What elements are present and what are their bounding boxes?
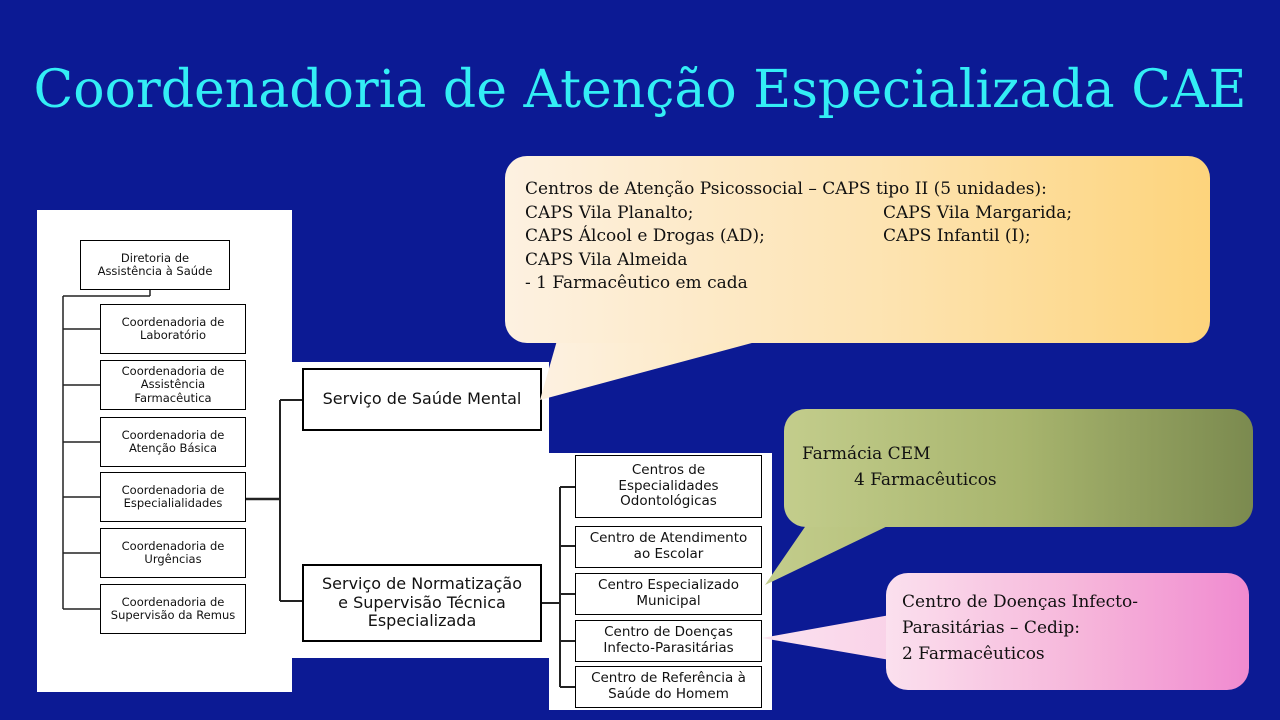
callout-cedip-tail — [762, 615, 890, 660]
caps-alcool-drogas: CAPS Álcool e Drogas (AD); — [525, 226, 765, 246]
node-coord-especialidades: Coordenadoria de Especialialidades — [100, 472, 246, 522]
cem-farmaceutico-count: 4 Farmacêuticos — [854, 470, 997, 490]
callout-caps — [505, 156, 1210, 343]
node-centros-odontologicas: Centros de Especialidades Odontológicas — [575, 455, 762, 518]
node-centro-referencia-homem: Centro de Referência à Saúde do Homem — [575, 666, 762, 708]
caps-vila-almeida: CAPS Vila Almeida — [525, 249, 688, 270]
node-centro-atendimento-escolar: Centro de Atendimento ao Escolar — [575, 526, 762, 568]
callout-cedip — [886, 573, 1249, 690]
node-coord-assistencia-farmaceutica: Coordenadoria de Assistência Farmacêutica — [100, 360, 246, 410]
cem-label: Farmácia CEM — [802, 444, 931, 464]
caps-header: Centros de Atenção Psicossocial – CAPS tipo II (5 unidades): — [525, 179, 1047, 199]
node-servico-saude-mental: Serviço de Saúde Mental — [302, 368, 542, 431]
node-coord-supervisao-remus: Coordenadoria de Supervisão da Remus — [100, 584, 246, 634]
node-centro-doencas-infecto: Centro de Doenças Infecto-Parasitárias — [575, 620, 762, 662]
caps-vila-planalto: CAPS Vila Planalto; — [525, 202, 694, 223]
caps-farmaceutico-count: - 1 Farmacêutico em cada — [525, 273, 748, 293]
node-coord-laboratorio: Coordenadoria de Laboratório — [100, 304, 246, 354]
node-centro-especializado-municipal: Centro Especializado Municipal — [575, 573, 762, 615]
slide-title: Coordenadoria de Atenção Especializada CAE — [33, 60, 1247, 120]
node-coord-atencao-basica: Coordenadoria de Atenção Básica — [100, 417, 246, 467]
cedip-line1: Centro de Doenças Infecto- — [902, 592, 1138, 612]
node-diretoria: Diretoria de Assistência à Saúde — [80, 240, 230, 290]
callout-farmacia-cem — [784, 409, 1253, 527]
node-servico-normatizacao: Serviço de Normatização e Supervisão Técnica Especializada — [302, 564, 542, 642]
node-coord-urgencias: Coordenadoria de Urgências — [100, 528, 246, 578]
caps-infantil: CAPS Infantil (I); — [883, 226, 1031, 246]
cedip-farmaceutico-count: 2 Farmacêuticos — [902, 644, 1045, 664]
cedip-line2: Parasitárias – Cedip: — [902, 618, 1080, 638]
caps-vila-margarida: CAPS Vila Margarida; — [883, 202, 1073, 223]
